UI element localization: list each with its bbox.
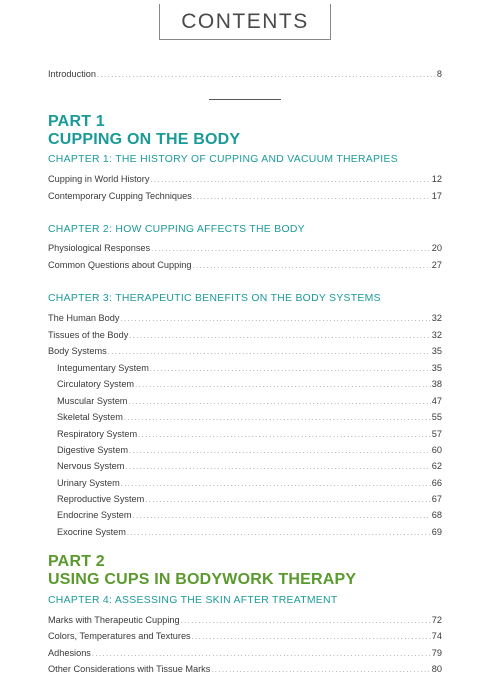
dot-leader — [193, 192, 431, 204]
dot-leader — [192, 632, 431, 644]
dot-leader — [150, 364, 431, 376]
toc-subentry[interactable] — [57, 477, 442, 491]
toc-entry-label: Integumentary System — [57, 363, 149, 373]
toc-subentry[interactable] — [57, 428, 442, 442]
toc-entry-page: 32 — [431, 313, 442, 323]
toc-subentry[interactable] — [57, 378, 442, 392]
dot-leader — [124, 413, 431, 425]
toc-subentry[interactable] — [57, 526, 442, 540]
toc-entry-label: Colors, Temperatures and Textures — [48, 631, 191, 641]
toc-entry-label: Skeletal System — [57, 412, 123, 422]
section-divider — [209, 99, 281, 100]
dot-leader — [121, 314, 431, 326]
toc-entry-label: Cupping in World History — [48, 174, 150, 184]
toc-entry[interactable] — [48, 242, 442, 256]
title-frame — [159, 4, 331, 40]
dot-leader — [121, 479, 431, 491]
toc-entry-label: The Human Body — [48, 313, 120, 323]
toc-entry-label: Common Questions about Cupping — [48, 260, 192, 270]
toc-subentry[interactable] — [57, 395, 442, 409]
toc-entry-page: 57 — [431, 429, 442, 439]
dot-leader — [138, 430, 431, 442]
dot-leader — [181, 616, 431, 628]
toc-entry-page: 79 — [431, 648, 442, 658]
toc-entry-page: 55 — [431, 412, 442, 422]
toc-entry-label: Tissues of the Body — [48, 330, 129, 340]
chapter-4-heading: CHAPTER 4: ASSESSING THE SKIN AFTER TREATMENT — [48, 595, 338, 606]
toc-entry-page: 66 — [431, 478, 442, 488]
toc-entry-page: 72 — [431, 615, 442, 625]
toc-entry-page: 38 — [431, 379, 442, 389]
toc-entry-label: Reproductive System — [57, 494, 145, 504]
toc-entry-page: 12 — [431, 174, 442, 184]
toc-entry-label: Other Considerations with Tissue Marks — [48, 664, 211, 674]
dot-leader — [135, 380, 431, 392]
toc-entry-label: Respiratory System — [57, 429, 138, 439]
toc-entry-label: Nervous System — [57, 461, 125, 471]
toc-entry[interactable] — [48, 329, 442, 343]
toc-entry-page: 47 — [431, 396, 442, 406]
toc-entry-label: Exocrine System — [57, 527, 126, 537]
part-1-title: CUPPING ON THE BODY — [48, 131, 241, 148]
toc-entry-label: Physiological Responses — [48, 243, 151, 253]
page-title: CONTENTS — [181, 10, 309, 33]
toc-entry-label: Muscular System — [57, 396, 128, 406]
dot-leader — [97, 70, 436, 82]
chapter-1-heading: CHAPTER 1: THE HISTORY OF CUPPING AND VACUUM THERAPIES — [48, 154, 398, 165]
toc-entry-label: Endocrine System — [57, 510, 132, 520]
toc-entry[interactable] — [48, 190, 442, 204]
part-2-title: USING CUPS IN BODYWORK THERAPY — [48, 571, 357, 588]
toc-entry-page: 69 — [431, 527, 442, 537]
toc-entry-page: 32 — [431, 330, 442, 340]
dot-leader — [133, 511, 431, 523]
dot-leader — [92, 649, 431, 661]
toc-entry[interactable] — [48, 647, 442, 661]
toc-entry-page: 62 — [431, 461, 442, 471]
dot-leader — [150, 175, 430, 187]
toc-entry-page: 20 — [431, 243, 442, 253]
dot-leader — [193, 261, 431, 273]
toc-entry-label: Introduction — [48, 69, 97, 79]
toc-entry[interactable] — [48, 663, 442, 677]
toc-entry-page: 17 — [431, 191, 442, 201]
part-1-number: PART 1 — [48, 113, 105, 130]
toc-subentry[interactable] — [57, 362, 442, 376]
dot-leader — [128, 397, 430, 409]
toc-entry-label: Digestive System — [57, 445, 128, 455]
dot-leader — [151, 244, 431, 256]
toc-entry-introduction[interactable] — [48, 68, 442, 82]
toc-entry[interactable] — [48, 259, 442, 273]
toc-entry-page: 60 — [431, 445, 442, 455]
toc-entry-page: 67 — [431, 494, 442, 504]
toc-entry-label: Marks with Therapeutic Cupping — [48, 615, 180, 625]
toc-entry-page: 74 — [431, 631, 442, 641]
toc-subentry[interactable] — [57, 444, 442, 458]
toc-entry-page: 35 — [431, 363, 442, 373]
toc-subentry[interactable] — [57, 509, 442, 523]
dot-leader — [211, 665, 430, 677]
toc-entry-page: 27 — [431, 260, 442, 270]
toc-entry-page: 80 — [431, 664, 442, 674]
toc-entry[interactable] — [48, 173, 442, 187]
toc-entry-label: Circulatory System — [57, 379, 135, 389]
chapter-3-heading: CHAPTER 3: THERAPEUTIC BENEFITS ON THE BODY SYSTEMS — [48, 293, 381, 304]
toc-entry-page: 35 — [431, 346, 442, 356]
toc-entry[interactable] — [48, 614, 442, 628]
part-2-number: PART 2 — [48, 553, 105, 570]
toc-subentry[interactable] — [57, 411, 442, 425]
dot-leader — [145, 495, 430, 507]
dot-leader — [125, 462, 430, 474]
toc-entry[interactable] — [48, 312, 442, 326]
toc-entry-page: 8 — [436, 69, 442, 79]
toc-subentry[interactable] — [57, 493, 442, 507]
dot-leader — [129, 331, 430, 343]
toc-entry-label: Urinary System — [57, 478, 120, 488]
chapter-2-heading: CHAPTER 2: HOW CUPPING AFFECTS THE BODY — [48, 224, 305, 235]
toc-entry-label: Body Systems — [48, 346, 107, 356]
toc-entry[interactable] — [48, 630, 442, 644]
toc-entry-page: 68 — [431, 510, 442, 520]
toc-entry-label: Adhesions — [48, 648, 91, 658]
dot-leader — [129, 446, 431, 458]
toc-subentry[interactable] — [57, 460, 442, 474]
dot-leader — [127, 528, 431, 540]
toc-entry[interactable] — [48, 345, 442, 359]
dot-leader — [108, 347, 431, 359]
toc-entry-label: Contemporary Cupping Techniques — [48, 191, 192, 201]
